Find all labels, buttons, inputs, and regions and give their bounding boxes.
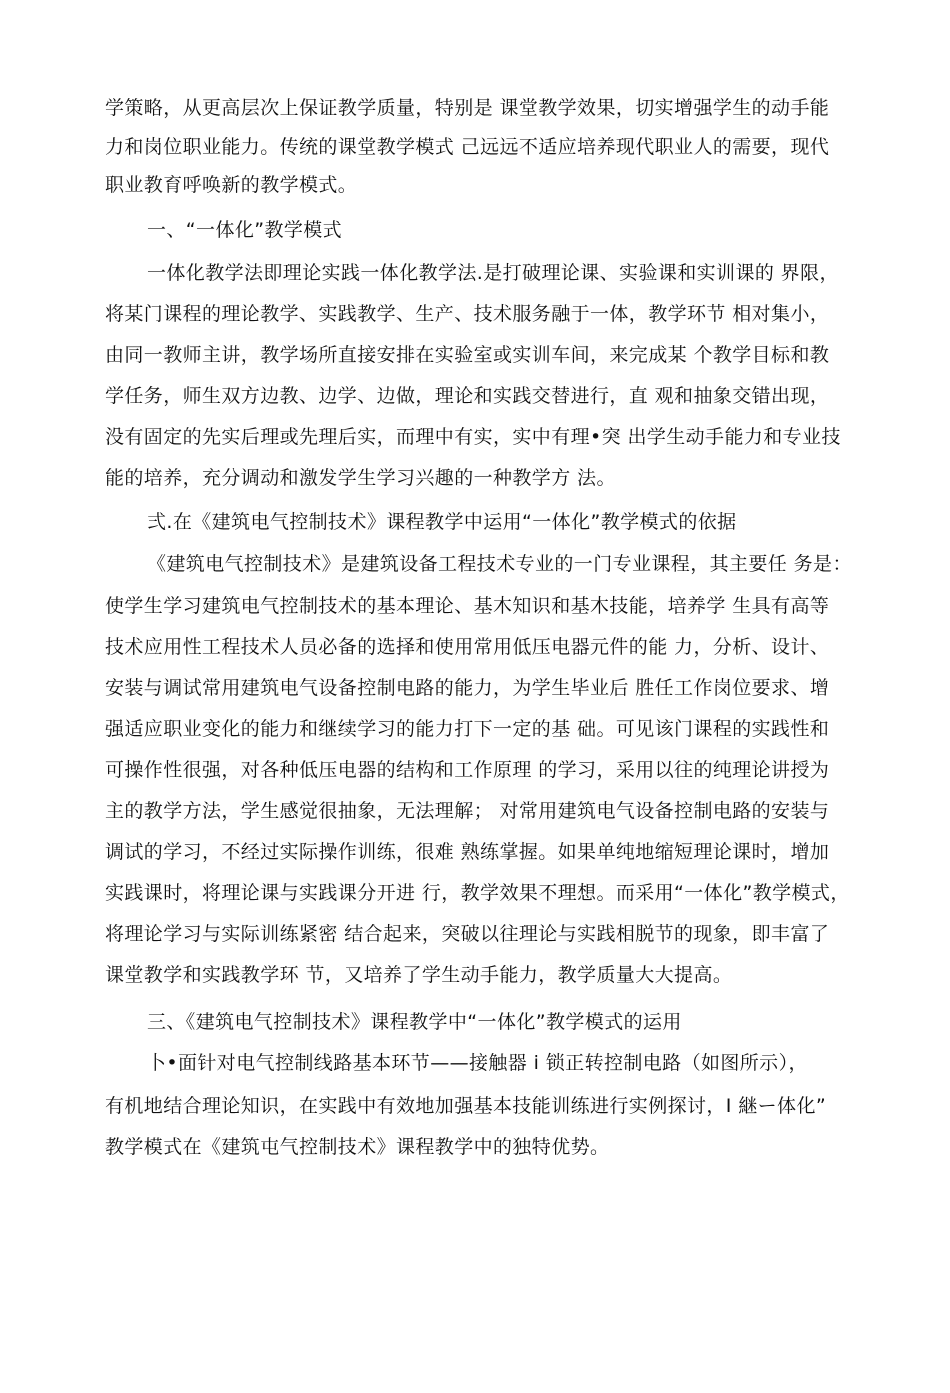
paragraph-line: 卜•面针对电气控制线路基本环节——接触器 i 锁正转控制电路（如图所示）， — [147, 1052, 808, 1074]
paragraph-line: 由同一教师主讲，教学场所直接安排在实验室或实训车间，来完成某 个教学目标和教 — [105, 344, 830, 366]
paragraph-line: 强适应职业变化的能力和继续学习的能力打下一定的基 础。可见该门课程的实践性和 — [105, 718, 830, 740]
paragraph-line: 可操作性很强，对各种低压电器的结构和工作原理 的学习，采用以往的纯理论讲授为 — [105, 759, 830, 781]
paragraph-line: 将理论学习与实际训练紧密 结合起来，突破以往理论与实践相脱节的现象，即丰富了 — [105, 923, 830, 945]
paragraph-line: 主的教学方法，学生感觉很抽象，无法理解； 对常用建筑电气设备控制电路的安装与 — [105, 800, 830, 822]
paragraph-line: 力和岗位职业能力。传统的课堂教学模式 己远远不适应培养现代职业人的需要，现代 — [105, 136, 830, 158]
paragraph-line: 安装与调试常用建筑电气设备控制电路的能力，为学生毕业后 胜任工作岗位要求、增 — [105, 677, 830, 699]
paragraph-line: 学任务，师生双方边教、边学、边做，理论和实践交替进行，直 观和抽象交错出现， — [105, 385, 830, 407]
section-heading: 三、《建筑电气控制技术》课程教学中“一体化”教学模式的运用 — [147, 1011, 682, 1033]
section-heading: 一、“一体化”教学模式 — [147, 219, 343, 241]
paragraph-line: 将某门课程的理论教学、实践教学、生产、技术服务融于一体，教学环节 相对集小， — [105, 303, 830, 325]
paragraph-line: 能的培养，充分调动和激发学生学习兴趣的一种教学方 法。 — [105, 467, 616, 489]
paragraph-line: 技术应用性工程技术人员必备的选择和使用常用低压电器元件的能 力，分析、设计、 — [105, 636, 830, 658]
paragraph-line: 职业教育呼唤新的教学模式。 — [105, 174, 358, 196]
paragraph-line: 学策略，从更高层次上保证教学质量，特别是 课堂教学效果，切实增强学生的动手能 — [105, 97, 830, 119]
paragraph-line: 课堂教学和实践教学环 节，又培养了学生动手能力，教学质量大大提高。 — [105, 964, 733, 986]
paragraph-line: 实践课时，将理论课与实践课分开进 行，教学效果不理想。而采用“一体化”教学模式， — [105, 882, 850, 904]
paragraph-line: 一体化教学法即理论实践一体化教学法.是打破理论课、实验课和实训课的 界限， — [147, 262, 839, 284]
paragraph-line: 《建筑电气控制技术》是建筑设备工程技术专业的一门专业课程，其主要任 务是： — [147, 553, 852, 575]
paragraph-line: 没有固定的先实后理或先理后实，而理中有实，实中有理•突 出学生动手能力和专业技 — [105, 426, 841, 448]
paragraph-line: 有机地结合理论知识，在实践中有效地加强基本技能训练进行实例探讨，I 継ー体化” — [105, 1095, 827, 1117]
paragraph-line: 调试的学习，不经过实际操作训练，很难 熟练掌握。如果单纯地缩短理论课时，增加 — [105, 841, 830, 863]
section-heading: 弍.在《建筑电气控制技术》课程教学中运用“一体化”教学模式的依据 — [147, 511, 737, 533]
paragraph-line: 使学生学习建筑电气控制技术的基本理论、基木知识和基木技能，培养学 生具有高等 — [105, 595, 830, 617]
paragraph-line: 教学模式在《建筑屯气控制技术》课程教学中的独特优势。 — [105, 1136, 610, 1158]
